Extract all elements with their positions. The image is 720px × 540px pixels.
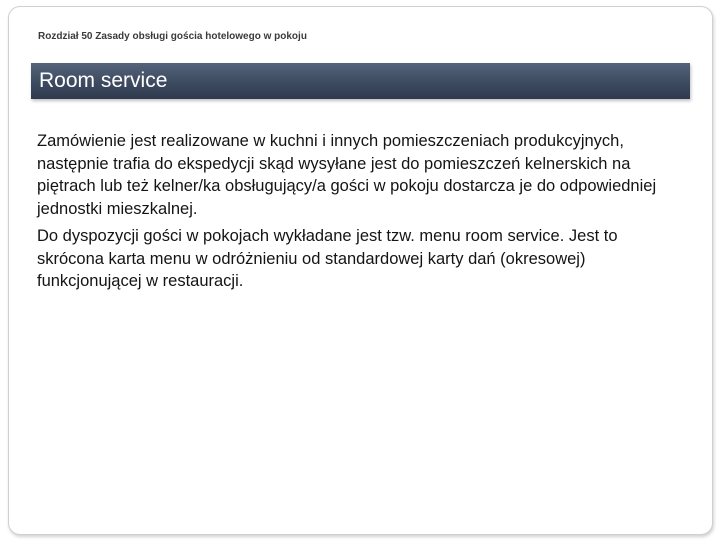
chapter-header: Rozdział 50 Zasady obsługi gościa hotelowego w pokoju bbox=[38, 31, 307, 42]
slide-title: Room service bbox=[39, 69, 168, 92]
paragraph-1: Zamówienie jest realizowane w kuchni i innych pomieszczeniach produkcyjnych, następnie trafia do ekspedycji skąd wysyłane jest do pomieszczeń kelnerskich na piętrach lub też kelner/ka obsługujący/a gości w pokoju dostarcza je do odpowiedniej jednostki mieszkalnej. bbox=[37, 132, 657, 218]
title-bar bbox=[31, 63, 690, 99]
paragraph-2: Do dyspozycji gości w pokojach wykładane jest tzw. menu room service. Jest to skrócona karta menu w odróżnieniu od standardowej karty dań (okresowej) funkcjonującej w restauracji. bbox=[37, 227, 618, 290]
body-text bbox=[37, 130, 687, 298]
